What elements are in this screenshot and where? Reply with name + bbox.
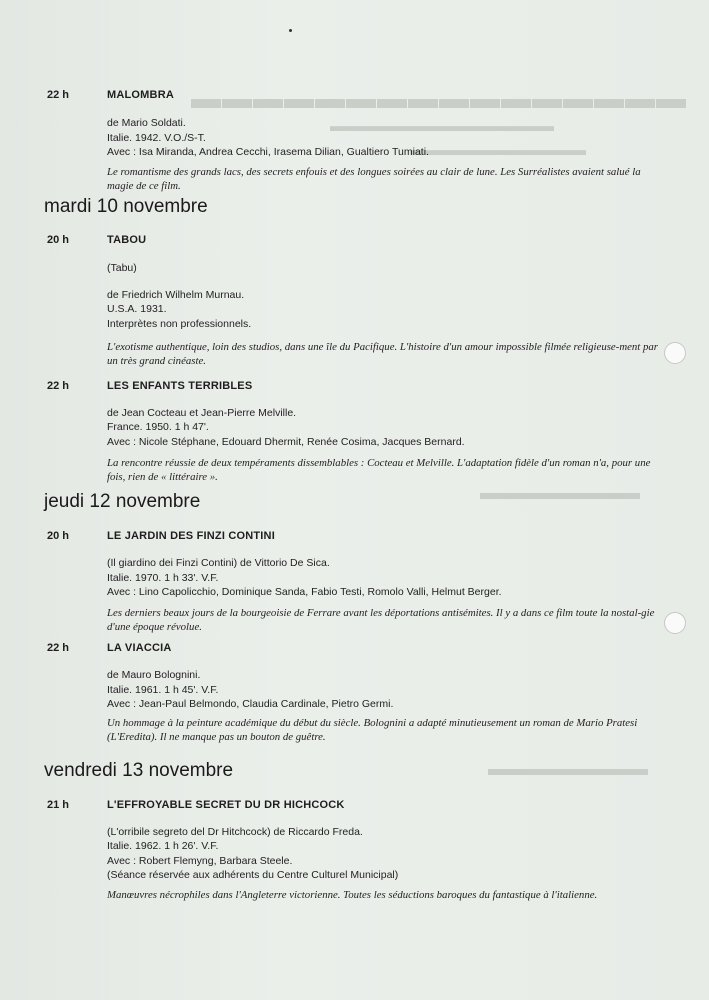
film-description: La rencontre réussie de deux tempéraments dissemblables : Cocteau et Melville. L'adaptation fidèle d'un roman n'a, pour une fois, rien de « littéraire ». bbox=[107, 457, 651, 483]
film-info: Italie. 1962. 1 h 26'. V.F. bbox=[107, 840, 219, 852]
film-title: LES ENFANTS TERRIBLES bbox=[107, 380, 253, 392]
film-cast: Avec : Robert Flemyng, Barbara Steele. bbox=[107, 855, 293, 867]
film-title: LA VIACCIA bbox=[107, 642, 172, 654]
film-cast: Interprètes non professionnels. bbox=[107, 318, 252, 330]
film-cast: Avec : Isa Miranda, Andrea Cecchi, Irasema Dilian, Gualtiero Tumiati. bbox=[107, 146, 429, 158]
film-credit: de Friedrich Wilhelm Murnau. bbox=[107, 289, 245, 301]
film-title: TABOU bbox=[107, 234, 147, 246]
screening-time: 22 h bbox=[47, 89, 70, 101]
film-credit: de Mauro Bolognini. bbox=[107, 669, 201, 681]
film-original-title: (Tabu) bbox=[107, 262, 137, 274]
film-description: Un hommage à la peinture académique du début du siècle. Bolognini a adapté minutieusement un roman de Mario Pratesi (L'Eredita). Il ne manque pas un bouton de guêtre. bbox=[107, 717, 638, 743]
day-heading: vendredi 13 novembre bbox=[44, 760, 234, 781]
paper-speck bbox=[289, 29, 292, 32]
reverse-show-through-line: ▬▬▬▬▬▬▬▬▬▬▬ bbox=[410, 142, 586, 159]
film-title: L'EFFROYABLE SECRET DU DR HICHCOCK bbox=[107, 799, 345, 811]
reverse-show-through-date: ▬▬▬▬▬▬▬▬ bbox=[488, 758, 648, 780]
film-description: Manœuvres nécrophiles dans l'Angleterre victorienne. Toutes les séductions baroques du fantastique à l'italienne. bbox=[107, 889, 598, 901]
screening-time: 22 h bbox=[47, 380, 70, 392]
reverse-show-through-line: ▬▬▬▬▬▬▬▬▬▬▬▬▬▬ bbox=[330, 118, 554, 135]
screening-time: 20 h bbox=[47, 234, 70, 246]
film-info: U.S.A. 1931. bbox=[107, 303, 167, 315]
day-heading: mardi 10 novembre bbox=[44, 196, 208, 217]
film-description: L'exotisme authentique, loin des studios, dans une île du Pacifique. L'histoire d'un amour impossible filmée religieuse-ment par un très grand cinéaste. bbox=[107, 341, 659, 367]
film-note: (Séance réservée aux adhérents du Centre Culturel Municipal) bbox=[107, 869, 399, 881]
punch-hole bbox=[664, 342, 686, 364]
film-cast: Avec : Nicole Stéphane, Edouard Dhermit, Renée Cosima, Jacques Bernard. bbox=[107, 436, 465, 448]
screening-time: 21 h bbox=[47, 799, 70, 811]
screening-time: 22 h bbox=[47, 642, 70, 654]
film-info: Italie. 1961. 1 h 45'. V.F. bbox=[107, 684, 219, 696]
film-cast: Avec : Jean-Paul Belmondo, Claudia Cardinale, Pietro Germi. bbox=[107, 698, 394, 710]
film-description: Les derniers beaux jours de la bourgeoisie de Ferrare avant les déportations antisémites. Il y a dans ce film toute la nostal-gie d'une époque révolue. bbox=[107, 607, 655, 633]
day-heading: jeudi 12 novembre bbox=[44, 491, 201, 512]
film-info: Italie. 1970. 1 h 33'. V.F. bbox=[107, 572, 219, 584]
film-cast: Avec : Lino Capolicchio, Dominique Sanda, Fabio Testi, Romolo Valli, Helmut Berger. bbox=[107, 586, 502, 598]
film-credit: de Mario Soldati. bbox=[107, 117, 186, 129]
film-title: LE JARDIN DES FINZI CONTINI bbox=[107, 530, 275, 542]
reverse-show-through-date: ▬▬▬▬▬▬▬▬ bbox=[480, 482, 640, 504]
film-info: Italie. 1942. V.O./S-T. bbox=[107, 132, 206, 144]
screening-time: 20 h bbox=[47, 530, 70, 542]
punch-hole bbox=[664, 612, 686, 634]
film-credit: (Il giardino dei Finzi Contini) de Vittorio De Sica. bbox=[107, 557, 330, 569]
reverse-show-through-heading: ▬▬▬▬▬▬▬▬▬▬▬▬▬▬▬▬ bbox=[190, 82, 686, 115]
film-credit: de Jean Cocteau et Jean-Pierre Melville. bbox=[107, 407, 297, 419]
film-info: France. 1950. 1 h 47'. bbox=[107, 421, 209, 433]
film-description: Le romantisme des grands lacs, des secrets enfouis et des longues soirées au clair de lune. Les Surréalistes avaient salué la magie de ce film. bbox=[107, 166, 641, 192]
film-credit: (L'orribile segreto del Dr Hitchcock) de Riccardo Freda. bbox=[107, 826, 363, 838]
film-title: MALOMBRA bbox=[107, 89, 174, 101]
